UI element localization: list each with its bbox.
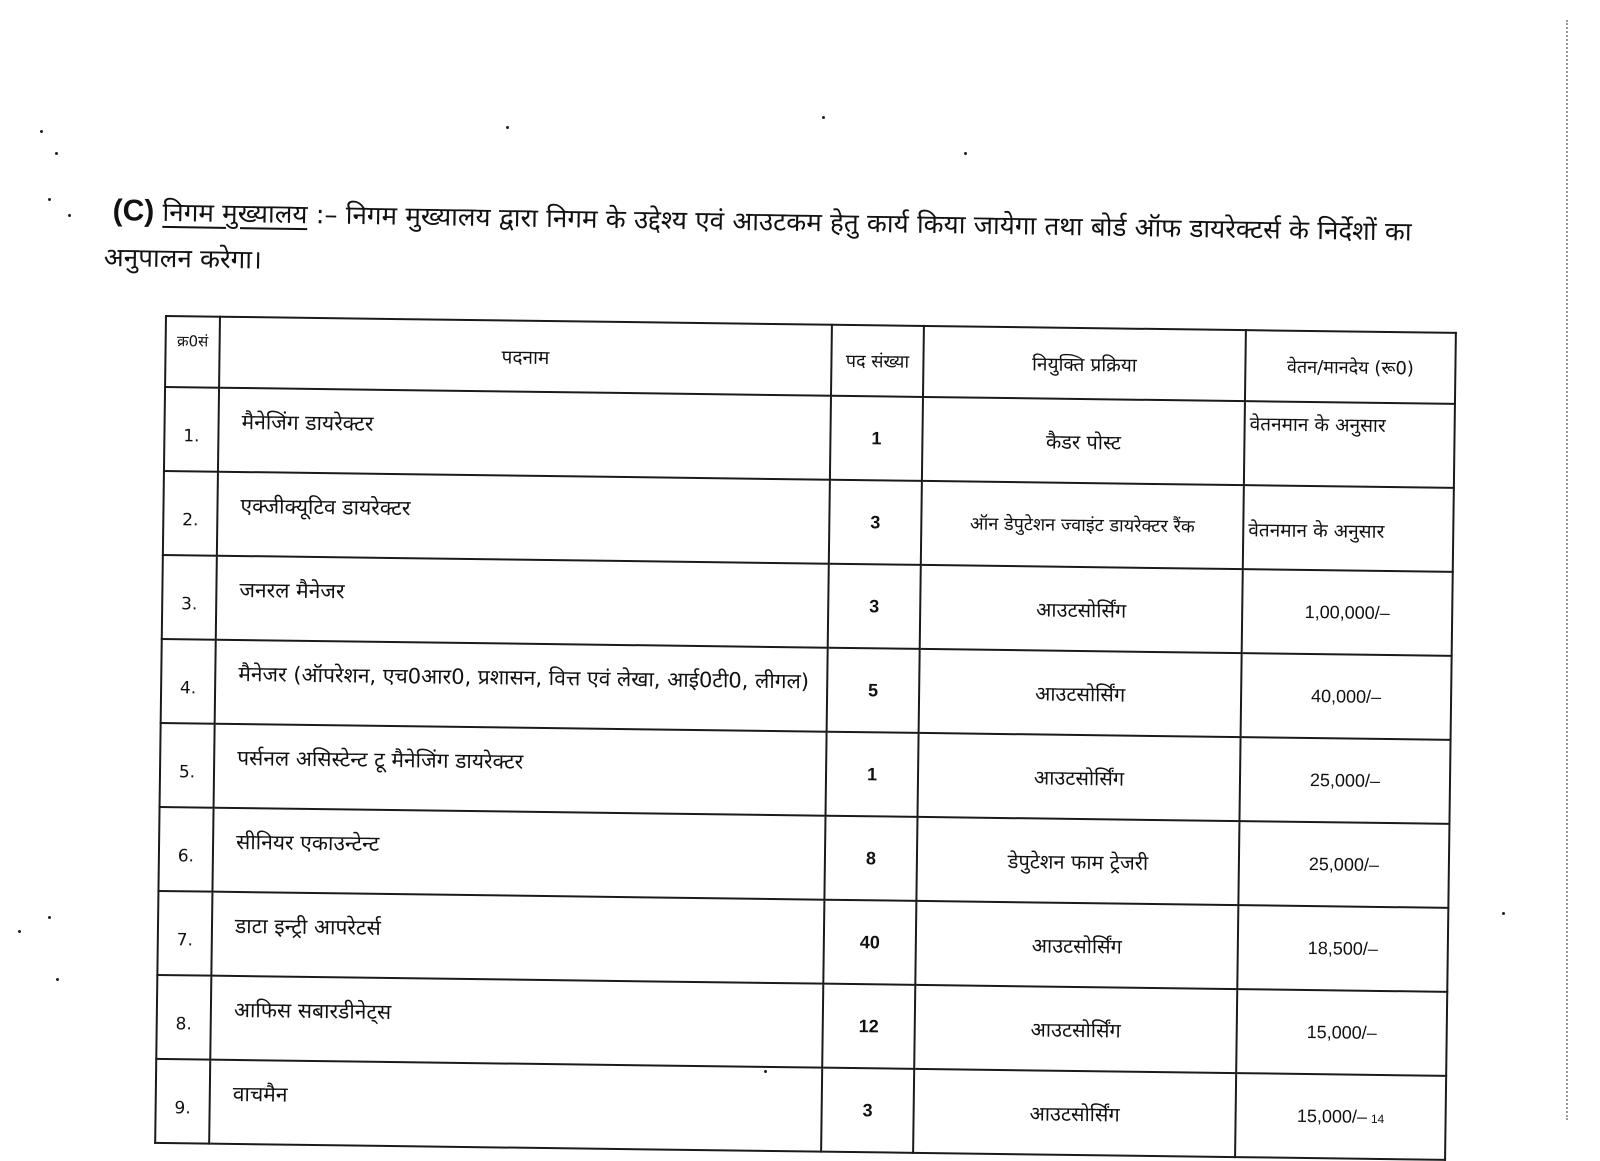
cell-salary: 18,500/– bbox=[1237, 905, 1448, 992]
cell-post-name: पर्सनल असिस्टेन्ट टू मैनेजिंग डायरेक्टर bbox=[214, 724, 827, 816]
intro-paragraph bbox=[104, 188, 1425, 302]
cell-appointment-process: आउटसोर्सिंग bbox=[919, 649, 1242, 737]
scan-speck bbox=[18, 930, 21, 933]
posts-table-container bbox=[154, 315, 1455, 1161]
section-label: (C) bbox=[112, 194, 155, 228]
cell-serial-no: 5. bbox=[160, 723, 215, 808]
scan-speck bbox=[68, 214, 71, 217]
cell-post-name: वाचमैन bbox=[209, 1060, 822, 1152]
cell-post-count: 8 bbox=[824, 816, 917, 901]
cell-serial-no: 8. bbox=[156, 975, 211, 1060]
cell-post-name: आफिस सबारडीनेट्स bbox=[210, 976, 823, 1068]
scan-edge-line bbox=[1566, 20, 1568, 1120]
scan-speck bbox=[48, 198, 51, 201]
header-serial-no: क्र0सं bbox=[165, 316, 220, 388]
cell-post-name: सीनियर एकाउन्टेन्ट bbox=[212, 808, 825, 900]
cell-post-count: 40 bbox=[823, 900, 916, 985]
cell-serial-no: 6. bbox=[158, 807, 213, 892]
cell-post-name: मैनेजिंग डायरेक्टर bbox=[218, 388, 831, 480]
cell-appointment-process: आउटसोर्सिंग bbox=[915, 901, 1238, 989]
header-appointment-process: नियुक्ति प्रक्रिया bbox=[923, 326, 1246, 401]
scan-speck bbox=[55, 152, 58, 155]
cell-serial-no: 4. bbox=[161, 639, 216, 724]
cell-serial-no: 1. bbox=[164, 387, 219, 472]
cell-post-name: एक्जीक्यूटिव डायरेक्टर bbox=[217, 472, 830, 564]
table-row bbox=[155, 1059, 1446, 1160]
cell-salary: 15,000/– bbox=[1296, 1105, 1368, 1127]
cell-salary: 1,00,000/– bbox=[1242, 569, 1453, 656]
cell-post-count: 3 bbox=[821, 1068, 914, 1153]
cell-post-name: डाटा इन्ट्री आपरेटर्स bbox=[211, 892, 824, 984]
cell-salary: 40,000/– bbox=[1241, 653, 1452, 740]
cell-appointment-process: आउटसोर्सिंग bbox=[917, 733, 1240, 821]
cell-post-name: जनरल मैनेजर bbox=[216, 556, 829, 648]
intro-text: निगम मुख्यालय द्वारा निगम के उद्देश्य एवं आउटकम हेतु कार्य किया जायेगा तथा बोर्ड ऑफ डायरेक्टर्स के निर्देशों का अनुपालन करेगा। bbox=[103, 200, 1412, 276]
scan-speck bbox=[1502, 912, 1505, 915]
cell-appointment-process: कैडर पोस्ट bbox=[922, 397, 1245, 485]
cell-appointment-process: ऑन डेपुटेशन ज्वाइंट डायरेक्टर रैंक bbox=[921, 481, 1244, 569]
posts-table bbox=[154, 315, 1457, 1161]
cell-post-count: 5 bbox=[827, 648, 920, 733]
cell-appointment-process: आउटसोर्सिंग bbox=[920, 565, 1243, 653]
cell-salary: 25,000/– bbox=[1239, 737, 1450, 824]
cell-post-name: मैनेजर (ऑपरेशन, एच0आर0, प्रशासन, वित्त एवं लेखा, आई0टी0, लीगल) bbox=[215, 640, 828, 732]
cell-serial-no: 2. bbox=[163, 471, 218, 556]
title-separator: :– bbox=[307, 200, 346, 231]
cell-serial-no: 9. bbox=[155, 1059, 210, 1144]
cell-post-count: 12 bbox=[822, 984, 915, 1069]
page-number-marker: 14 bbox=[1370, 1111, 1385, 1126]
cell-salary-last bbox=[1235, 1073, 1446, 1160]
cell-post-count: 1 bbox=[826, 732, 919, 817]
header-salary: वेतन/मानदेय (रू0) bbox=[1245, 330, 1456, 404]
cell-post-count: 1 bbox=[830, 396, 923, 481]
cell-salary: वेतनमान के अनुसार bbox=[1244, 401, 1455, 488]
cell-salary: वेतनमान के अनुसार bbox=[1243, 485, 1454, 572]
cell-appointment-process: आउटसोर्सिंग bbox=[913, 1069, 1236, 1157]
scan-speck bbox=[964, 152, 967, 155]
cell-serial-no: 3. bbox=[162, 555, 217, 640]
cell-serial-no: 7. bbox=[157, 891, 212, 976]
scan-speck bbox=[822, 116, 825, 119]
header-post-name: पदनाम bbox=[219, 317, 832, 396]
cell-appointment-process: डेपुटेशन फाम ट्रेजरी bbox=[916, 817, 1239, 905]
section-title: निगम मुख्यालय bbox=[162, 197, 308, 231]
cell-appointment-process: आउटसोर्सिंग bbox=[914, 985, 1237, 1073]
scan-speck bbox=[40, 130, 43, 133]
header-post-count: पद संख्या bbox=[831, 325, 924, 397]
cell-salary: 15,000/– bbox=[1236, 989, 1447, 1076]
scan-speck bbox=[56, 978, 59, 981]
cell-post-count: 3 bbox=[828, 564, 921, 649]
scan-speck bbox=[48, 916, 51, 919]
cell-salary: 25,000/– bbox=[1238, 821, 1449, 908]
cell-post-count: 3 bbox=[829, 480, 922, 565]
scan-speck bbox=[506, 126, 509, 129]
